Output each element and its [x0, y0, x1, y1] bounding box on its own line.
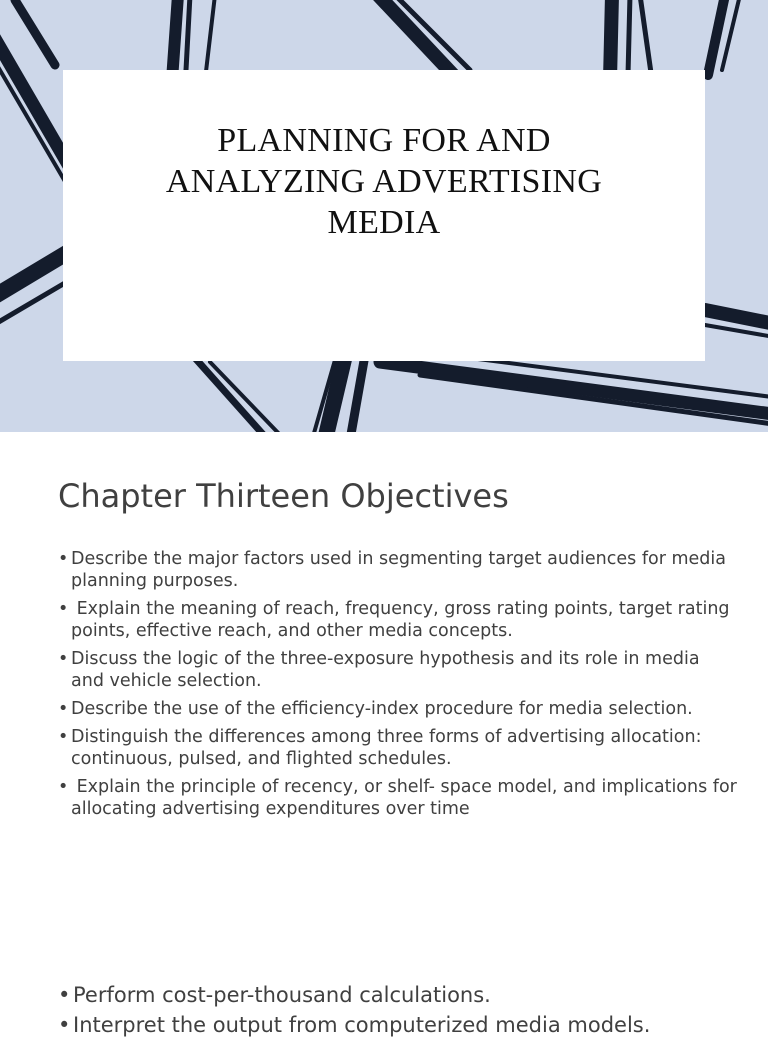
list-item-text: Explain the meaning of reach, frequency, gross rating points, target rating points, effective reach, and other media concepts. [71, 599, 736, 641]
bullet-icon: • [58, 727, 69, 747]
list-item [58, 776, 743, 820]
list-item [58, 1010, 758, 1040]
list-item [58, 598, 738, 642]
title-line: PLANNING FOR AND [217, 122, 551, 159]
list-item-text: Describe the use of the efficiency-index procedure for media selection. [71, 699, 693, 719]
list-item [58, 726, 738, 770]
bullet-icon: • [58, 983, 71, 1007]
objectives-list [58, 548, 743, 826]
objectives-slide [0, 432, 768, 868]
bullet-icon: • [58, 549, 69, 569]
bullet-icon: • [58, 699, 69, 719]
list-item-text: Explain the principle of recency, or shelf- space model, and implications for allocating advertising expenditures over time [71, 777, 743, 819]
next-slide-list [58, 980, 758, 1040]
title-slide [0, 0, 768, 432]
list-item-text: Discuss the logic of the three-exposure hypothesis and its role in media and vehicle selection. [71, 649, 700, 691]
list-item [58, 548, 738, 592]
list-item-text: Distinguish the differences among three forms of advertising allocation: continuous, pulsed, and flighted schedules. [71, 727, 702, 769]
title-line: MEDIA [327, 204, 441, 241]
slide-title [63, 120, 705, 243]
title-card [63, 70, 705, 361]
bullet-icon: • [58, 599, 69, 619]
bullet-icon: • [58, 777, 69, 797]
bullet-icon: • [58, 649, 69, 669]
objectives-heading: Chapter Thirteen Objectives [58, 477, 509, 515]
title-line: ANALYZING ADVERTISING [165, 163, 603, 200]
list-item [58, 980, 758, 1010]
bullet-icon: • [58, 1013, 71, 1037]
list-item [58, 698, 738, 720]
next-slide [0, 868, 768, 1037]
list-item-text: Describe the major factors used in segmenting target audiences for media planning purposes. [71, 549, 726, 591]
list-item-text: Interpret the output from computerized media models. [73, 1013, 651, 1037]
list-item [58, 648, 738, 692]
list-item-text: Perform cost-per-thousand calculations. [73, 983, 491, 1007]
